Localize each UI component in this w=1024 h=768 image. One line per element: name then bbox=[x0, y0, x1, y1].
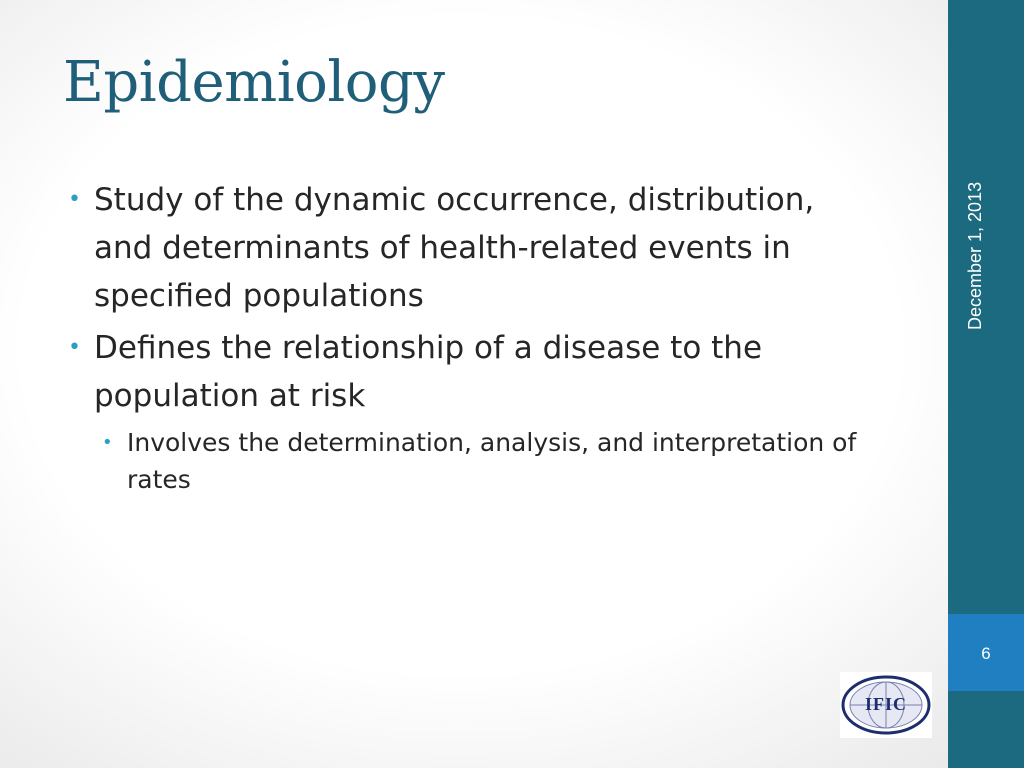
sub-bullet-item bbox=[102, 424, 868, 498]
bullet-dot-icon: • bbox=[68, 187, 81, 212]
page-number-box bbox=[948, 614, 1024, 691]
page-number: 6 bbox=[981, 644, 991, 663]
bullet-text: Defines the relationship of a disease to the population at risk bbox=[94, 330, 763, 414]
bullet-item bbox=[68, 176, 868, 320]
ific-logo bbox=[840, 672, 932, 738]
slide-title: Epidemiology bbox=[63, 50, 445, 115]
slide-content bbox=[68, 176, 868, 498]
sub-bullet-text: Involves the determination, analysis, and interpretation of rates bbox=[127, 428, 857, 494]
bullet-text: Study of the dynamic occurrence, distribution, and determinants of health-related events in specified populations bbox=[94, 182, 815, 314]
bullet-item bbox=[68, 324, 868, 420]
logo-text: IFIC bbox=[864, 694, 907, 714]
slide-date: December 1, 2013 bbox=[965, 181, 985, 330]
bullet-dot-icon: • bbox=[102, 432, 113, 453]
bullet-dot-icon: • bbox=[68, 335, 81, 360]
